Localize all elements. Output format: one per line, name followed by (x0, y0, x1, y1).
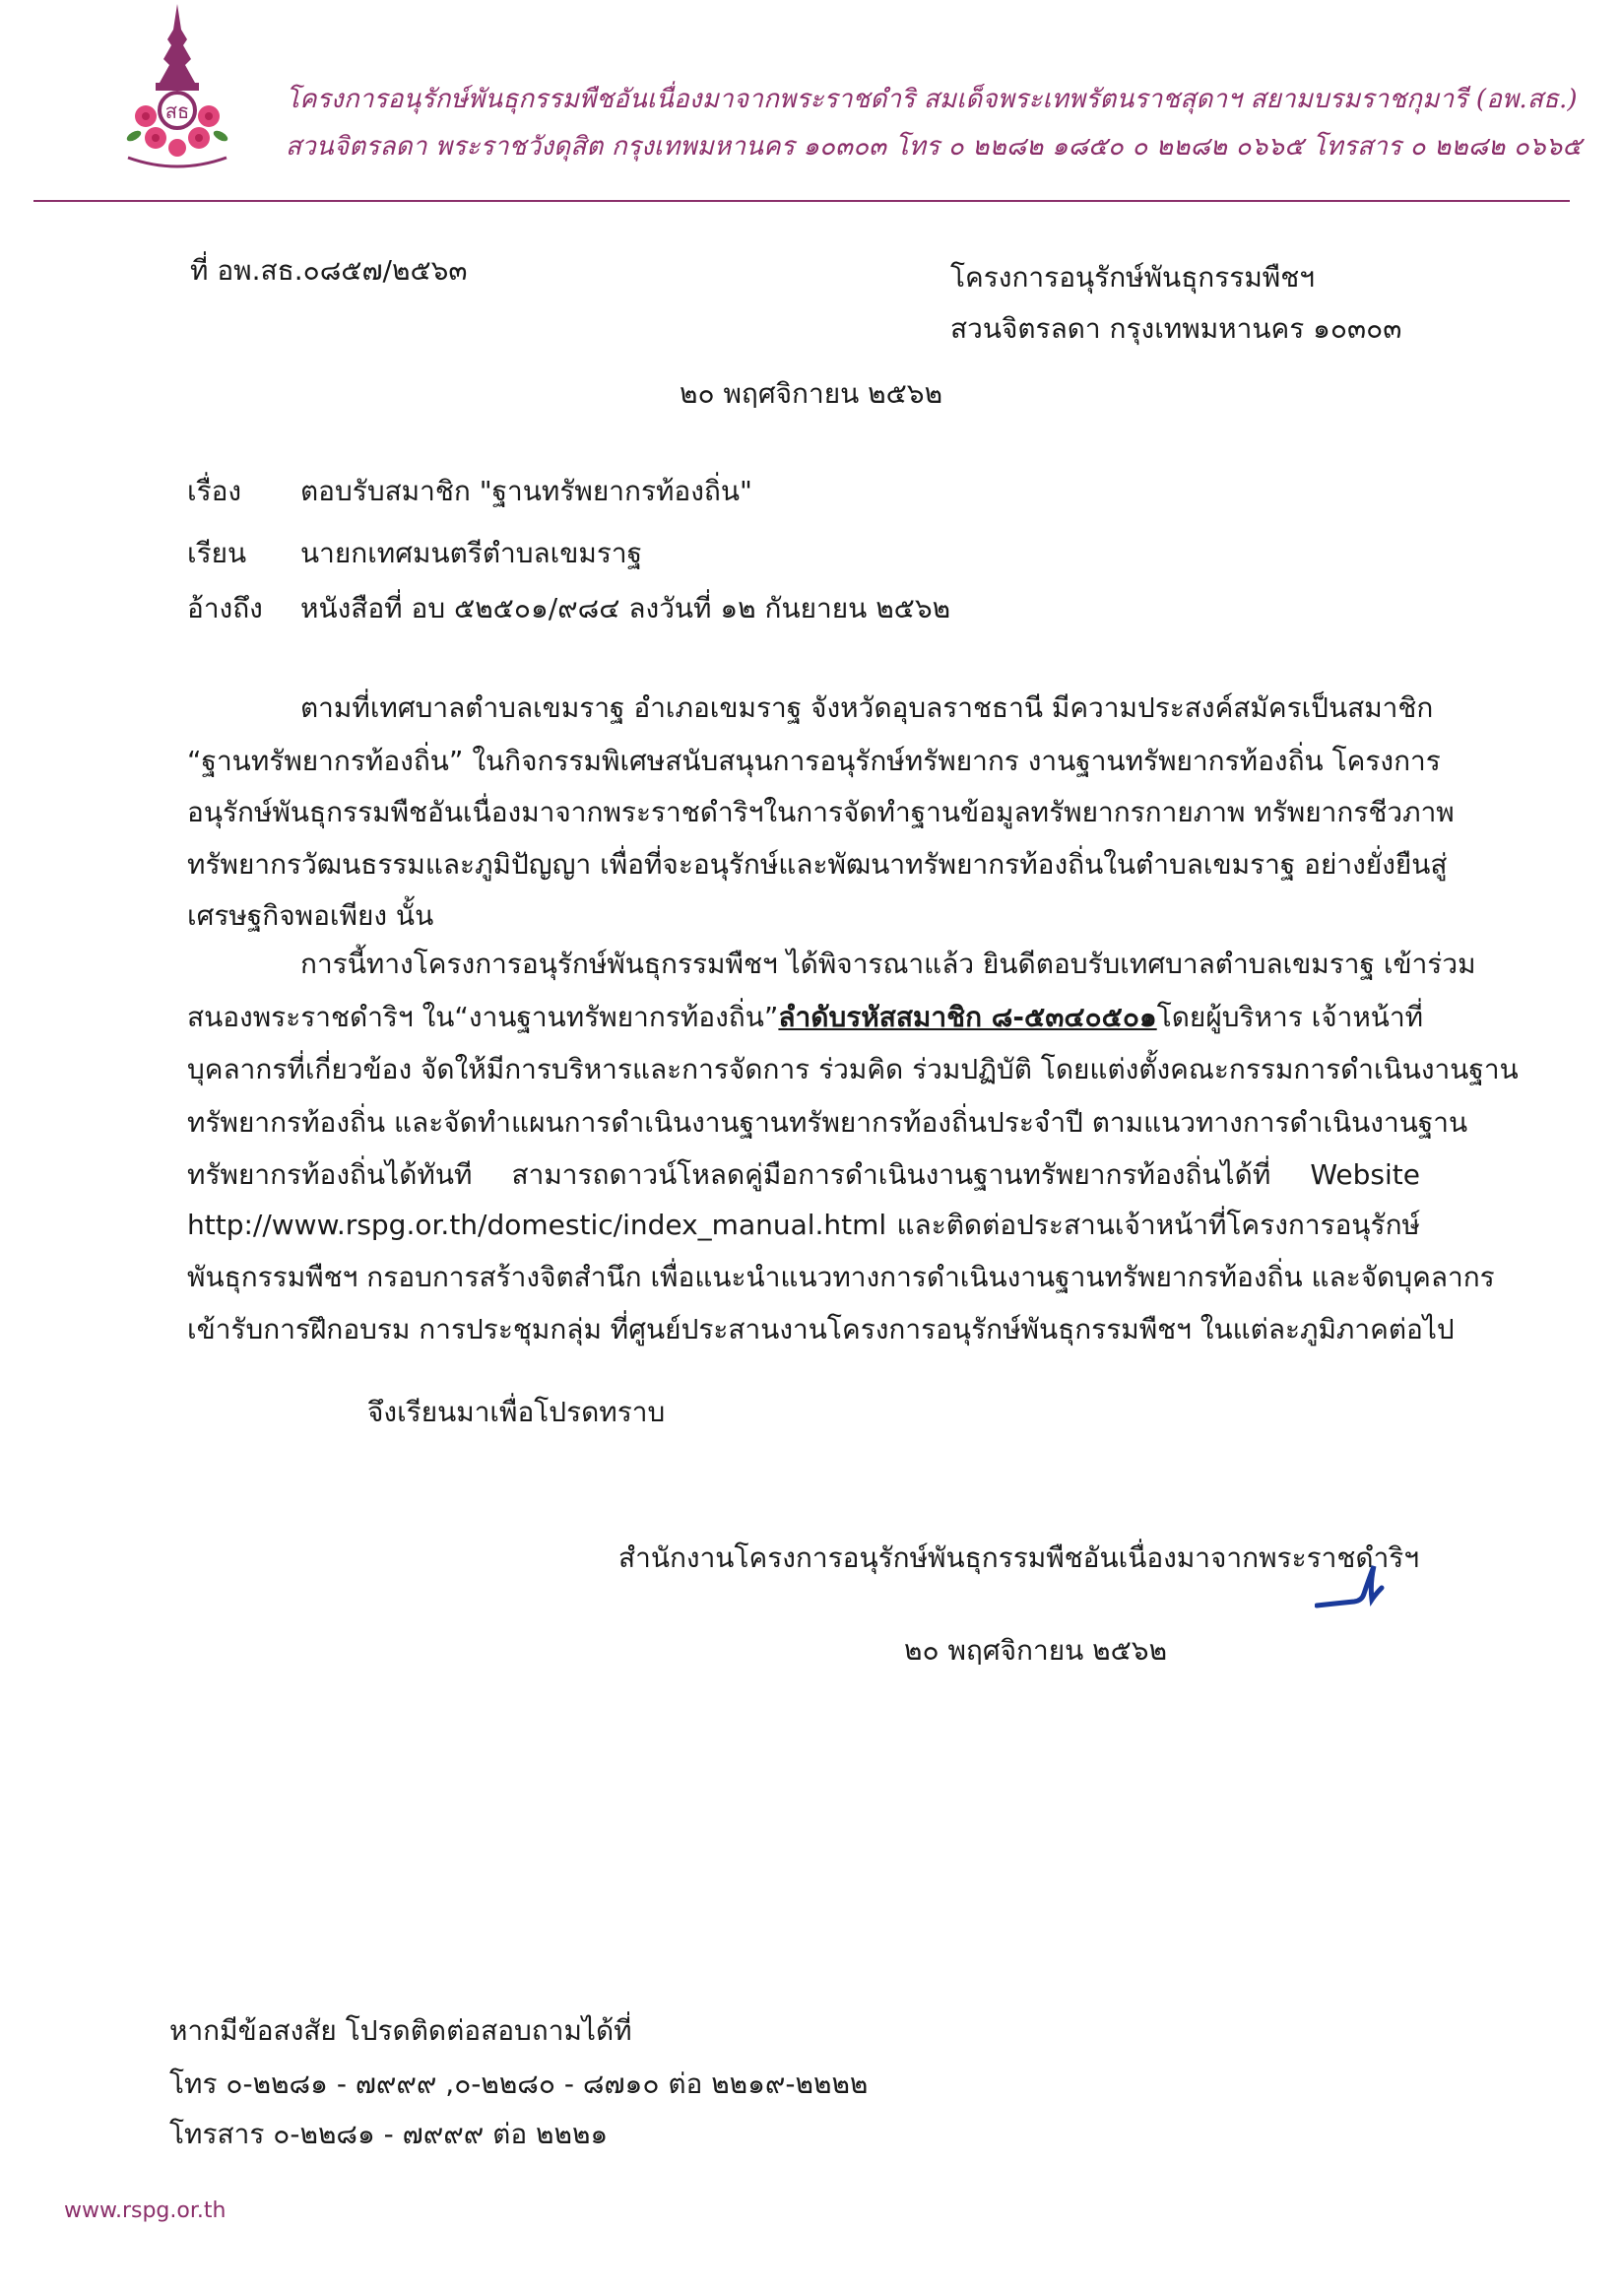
sender-address: สวนจิตรลดา กรุงเทพมหานคร ๑๐๓๐๓ (950, 312, 1402, 345)
body-line: อนุรักษ์พันธุกรรมพืชอันเนื่องมาจากพระราชดำริฯในการจัดทำฐานข้อมูลทรัพยากรกายภาพ ทรัพยากรชีวภาพ (187, 796, 1455, 828)
handwritten-signature-icon (1315, 1544, 1403, 1621)
office-name: สำนักงานโครงการอนุรักษ์พันธุกรรมพืชอันเนื่องมาจากพระราชดำริฯ (618, 1542, 1420, 1574)
letterhead-divider (33, 200, 1570, 202)
reference-value: หนังสือที่ อบ ๕๒๕๐๑/๙๘๔ ลงวันที่ ๑๒ กันยายน ๒๕๖๒ (300, 592, 951, 624)
svg-text:สธ: สธ (164, 99, 190, 123)
body-line: เศรษฐกิจพอเพียง นั้น (187, 899, 434, 932)
reference-number: ที่ อพ.สธ.๐๘๕๗/๒๕๖๓ (190, 254, 468, 287)
signature-date: ๒๐ พฤศจิกายน ๒๕๖๒ (904, 1634, 1168, 1667)
sender-name: โครงการอนุรักษ์พันธุกรรมพืชฯ (950, 261, 1315, 294)
body-line: ทรัพยากรท้องถิ่น และจัดทำแผนการดำเนินงานฐานทรัพยากรท้องถิ่นประจำปี ตามแนวทางการดำเนินงานฐาน (187, 1106, 1468, 1139)
body-line: พันธุกรรมพืชฯ กรอบการสร้างจิตสำนึก เพื่อแนะนำแนวทางการดำเนินงานฐานทรัพยากรท้องถิ่น และจัดบุคลากร (187, 1261, 1495, 1293)
body-line-with-url: http://www.rspg.or.th/domestic/index_manual.html และติดต่อประสานเจ้าหน้าที่โครงการอนุรักษ์ (187, 1209, 1420, 1241)
body-line: เข้ารับการฝึกอบรม การประชุมกลุ่ม ที่ศูนย์ประสานงานโครงการอนุรักษ์พันธุกรรมพืชฯ ในแต่ละภูมิภาคต่อไป (187, 1313, 1455, 1345)
rspg-royal-emblem-icon (116, 0, 238, 175)
member-code: ลำดับรหัสสมาชิก ๘-๕๓๔๐๕๐๑ (778, 1001, 1157, 1033)
closing-phrase: จึงเรียนมาเพื่อโปรดทราบ (367, 1396, 666, 1428)
body-text: งานฐานทรัพยากรท้องถิ่น” (468, 1001, 779, 1033)
subject-value: ตอบรับสมาชิก "ฐานทรัพยากรท้องถิ่น" (300, 475, 752, 507)
body-line: บุคลากรที่เกี่ยวข้อง จัดให้มีการบริหารและการจัดการ ร่วมคิด ร่วมปฏิบัติ โดยแต่งตั้งคณะกรรมการดำเนินงานฐาน (187, 1053, 1519, 1085)
letterhead-line-1: โครงการอนุรักษ์พันธุกรรมพืชอันเนื่องมาจากพระราชดำริ สมเด็จพระเทพรัตนราชสุดาฯ สยามบรมราชกุมารี (อพ.สธ.) (286, 85, 1578, 114)
recipient-label: เรียน (187, 537, 247, 569)
body-line: ทรัพยากรวัฒนธรรมและภูมิปัญญา เพื่อที่จะอนุรักษ์และพัฒนาทรัพยากรท้องถิ่นในตำบลเขมราฐ อย่างยั่งยืนสู่ (187, 848, 1448, 881)
subject-label: เรื่อง (187, 475, 242, 507)
footer-website: www.rspg.or.th (64, 2198, 227, 2223)
body-text: โดยผู้บริหาร เจ้าหน้าที่ (1156, 1001, 1424, 1033)
reference-label: อ้างถึง (187, 592, 263, 624)
body-text: “ (454, 1001, 469, 1033)
contact-fax: โทรสาร ๐-๒๒๘๑ - ๗๙๙๙ ต่อ ๒๒๒๑ (169, 2118, 609, 2150)
recipient-value: นายกเทศมนตรีตำบลเขมราฐ (300, 537, 643, 569)
body-line-membership (187, 996, 1424, 1039)
body-text (187, 996, 778, 1039)
contact-intro: หากมีข้อสงสัย โปรดติดต่อสอบถามได้ที่ (169, 2014, 632, 2047)
body-line: การนี้ทางโครงการอนุรักษ์พันธุกรรมพืชฯ ได้พิจารณาแล้ว ยินดีตอบรับเทศบาลตำบลเขมราฐ เข้าร่วม (300, 948, 1476, 980)
body-line: ตามที่เทศบาลตำบลเขมราฐ อำเภอเขมราฐ จังหวัดอุบลราชธานี มีความประสงค์สมัครเป็นสมาชิก (300, 691, 1434, 724)
body-line: ทรัพยากรท้องถิ่นได้ทันที สามารถดาวน์โหลดคู่มือการดำเนินงานฐานทรัพยากรท้องถิ่นได้ที่ Website (187, 1158, 1420, 1191)
body-line: “ฐานทรัพยากรท้องถิ่น” ในกิจกรรมพิเศษสนับสนุนการอนุรักษ์ทรัพยากร งานฐานทรัพยากรท้องถิ่น โครงการ (187, 745, 1441, 777)
letterhead-line-2: สวนจิตรลดา พระราชวังดุสิต กรุงเทพมหานคร ๑๐๓๐๓ โทร ๐ ๒๒๘๒ ๑๘๕๐ ๐ ๒๒๘๒ ๐๖๖๕ โทรสาร ๐ ๒๒๘๒ ๐๖๖๕ (286, 132, 1583, 162)
body-text: สนองพระราชดำริฯ ใน (187, 1001, 455, 1033)
contact-phone: โทร ๐-๒๒๘๑ - ๗๙๙๙ ,๐-๒๒๘๐ - ๘๗๑๐ ต่อ ๒๒๑๙-๒๒๒๒ (169, 2067, 869, 2100)
letter-date: ๒๐ พฤศจิกายน ๒๕๖๒ (680, 377, 943, 410)
